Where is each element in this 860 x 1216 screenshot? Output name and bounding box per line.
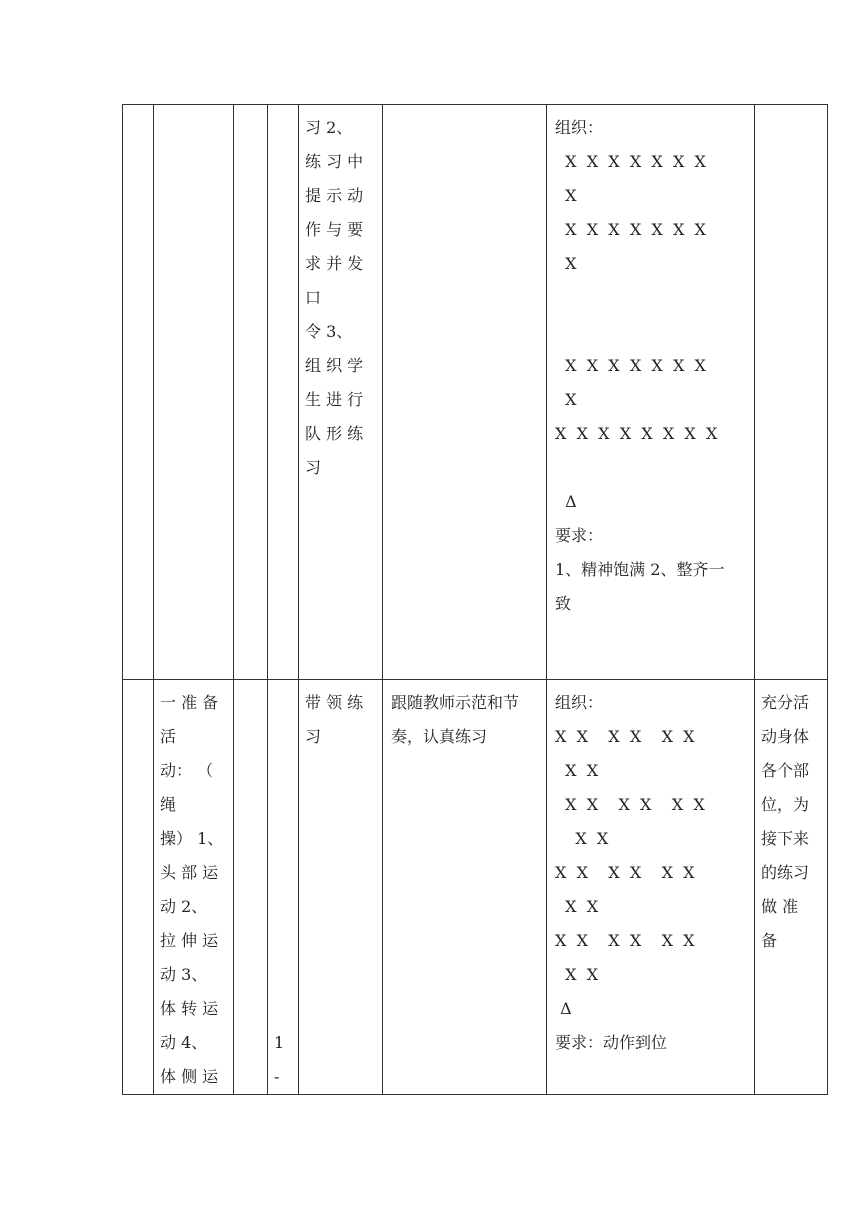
teacher-line: 练 习 中	[305, 152, 364, 171]
content-line: 头 部 运	[160, 863, 219, 882]
goal-line: 动身体	[761, 727, 810, 746]
teacher-line: 作 与 要	[305, 220, 364, 239]
count-line	[274, 686, 294, 720]
count-line	[274, 822, 294, 856]
formation-line: X X X X X X X	[555, 356, 706, 375]
goal-line: 做 准	[761, 897, 799, 916]
content-line: 活	[160, 727, 177, 746]
count-line: -	[274, 1067, 280, 1086]
requirement-label: 要求：	[555, 526, 604, 545]
teacher-line: 口	[305, 288, 322, 307]
content-line: 动 2、	[160, 897, 208, 916]
content-line: 一 准 备	[160, 693, 219, 712]
formation-line: X X X X X X	[555, 863, 695, 882]
formation-line: X X	[555, 965, 599, 984]
student-line: 奏，认真练习	[391, 727, 488, 746]
formation-line: X X X X X X X	[555, 152, 706, 171]
content-line: 绳	[160, 795, 177, 814]
empty-cell	[123, 105, 154, 680]
count-line	[274, 924, 294, 958]
content-cell	[154, 680, 234, 1095]
requirement-line: 致	[555, 594, 572, 613]
formation-line: X X X X X X	[555, 727, 695, 746]
lesson-plan-table	[122, 104, 828, 1095]
content-line: 体 转 运	[160, 999, 219, 1018]
formation-line: X X X X X X X	[555, 220, 706, 239]
count-line	[274, 856, 294, 890]
organization-cell	[547, 680, 755, 1095]
formation-line	[555, 451, 748, 485]
org-label: 组织：	[555, 118, 604, 137]
organization-cell	[547, 105, 755, 680]
formation-line: X	[555, 186, 577, 205]
teacher-activity-cell	[299, 105, 383, 680]
count-line	[274, 788, 294, 822]
count-line	[274, 754, 294, 788]
teacher-position-marker: Δ	[555, 492, 577, 511]
content-line: 体 侧 运	[160, 1067, 219, 1086]
empty-cell	[123, 680, 154, 1095]
goal-cell	[755, 105, 828, 680]
teacher-line: 令 3、	[305, 322, 353, 341]
table-row	[123, 680, 828, 1095]
teacher-activity-cell	[299, 680, 383, 1095]
formation-line: X	[555, 390, 577, 409]
formation-line	[555, 315, 748, 349]
student-activity-cell	[383, 680, 547, 1095]
student-line: 跟随教师示范和节	[391, 693, 520, 712]
goal-line: 的练习	[761, 863, 810, 882]
count-line: 1	[274, 1033, 285, 1052]
teacher-line: 生 进 行	[305, 390, 364, 409]
formation-line: X	[555, 254, 577, 273]
teacher-line: 提 示 动	[305, 186, 364, 205]
formation-line: X X X X X X	[555, 931, 695, 950]
goal-line: 接下来	[761, 829, 810, 848]
time-cell	[234, 680, 268, 1095]
requirement-line: 1、精神饱满 2、整齐一	[555, 560, 725, 579]
goal-line: 位，为	[761, 795, 810, 814]
teacher-line: 组 织 学	[305, 356, 364, 375]
formation-line: X X	[555, 897, 599, 916]
count-line	[274, 958, 294, 992]
count-cell	[268, 680, 299, 1095]
org-label: 组织：	[555, 693, 604, 712]
content-line: 拉 伸 运	[160, 931, 219, 950]
content-line: 动： （	[160, 761, 214, 780]
formation-line: X X	[555, 829, 609, 848]
count-line	[274, 890, 294, 924]
content-line: 动 3、	[160, 965, 208, 984]
teacher-line: 队 形 练	[305, 424, 364, 443]
goal-line: 充分活	[761, 693, 810, 712]
formation-line	[555, 281, 748, 315]
count-line	[274, 992, 294, 1026]
requirement-text: 要求：动作到位	[555, 1033, 668, 1052]
goal-cell	[755, 680, 828, 1095]
count-line	[274, 720, 294, 754]
teacher-line: 习 2、	[305, 118, 353, 137]
teacher-line: 求 并 发	[305, 254, 364, 273]
teacher-line: 习	[305, 727, 322, 746]
teacher-line: 习	[305, 458, 322, 477]
formation-line: X X X X X X	[555, 795, 705, 814]
content-cell	[154, 105, 234, 680]
goal-line: 各个部	[761, 761, 810, 780]
time-cell	[234, 105, 268, 680]
content-line: 操） 1、	[160, 829, 224, 848]
table-row	[123, 105, 828, 680]
formation-line: X X X X X X X X	[555, 424, 718, 443]
goal-line: 备	[761, 931, 778, 950]
student-activity-cell	[383, 105, 547, 680]
teacher-line: 带 领 练	[305, 693, 364, 712]
teacher-position-marker: Δ	[555, 999, 572, 1018]
student-text	[383, 105, 546, 111]
count-cell	[268, 105, 299, 680]
formation-line: X X	[555, 761, 599, 780]
content-line: 动 4、	[160, 1033, 208, 1052]
